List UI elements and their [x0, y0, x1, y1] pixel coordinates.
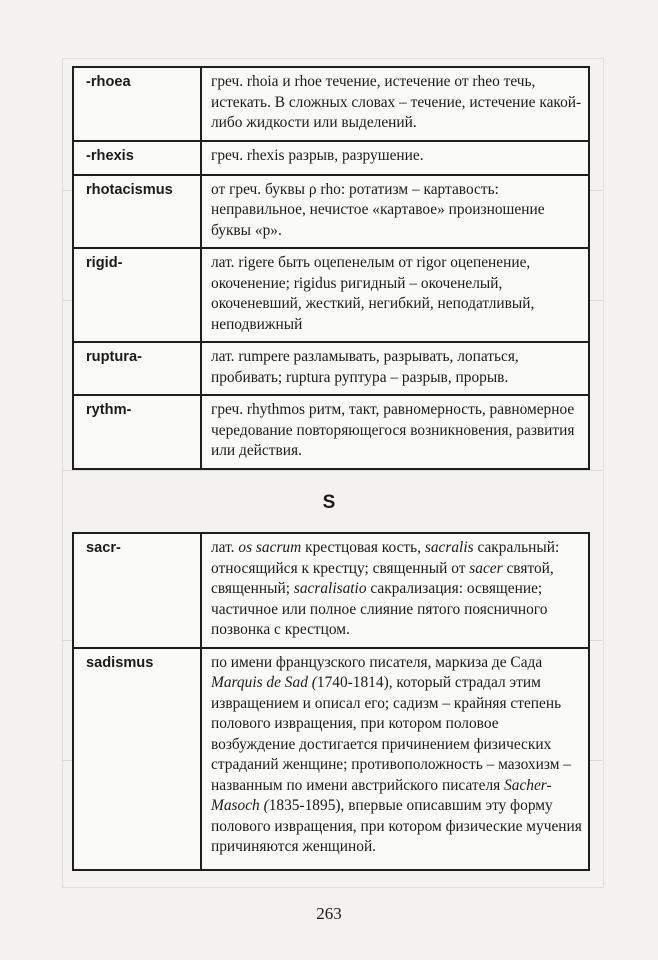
- entry-definition: греч. rhythmos ритм, такт, равномерность, равномерное чередование повторяющегося возникновения, развития или действия.: [201, 395, 589, 469]
- dictionary-table-r: [72, 66, 590, 470]
- entry-definition: греч. rhexis разрыв, разрушение.: [201, 141, 589, 175]
- table-row: [73, 248, 589, 342]
- entry-definition: по имени французского писателя, маркиза де Сада Marquis de Sad (1740-1814), который страдал этим извращением и описал его; садизм – крайняя степень полового извращения, при котором половое возбуждение достигается причинением физических страданий женщине; противоположность – мазохизм – названным по имени австрийского писателя Sacher-Masoch (1835-1895), впервые описавшим эту форму полового извращения, при котором физические мучения причиняются женщиной.: [201, 648, 589, 870]
- entry-term: sacr-: [73, 533, 201, 648]
- table-row: [73, 67, 589, 141]
- entry-term: ruptura-: [73, 342, 201, 395]
- entry-term: rigid-: [73, 248, 201, 342]
- entry-definition: греч. rhoia и rhoe течение, истечение от rheo течь, истекать. В сложных словах – течение, истечение какой-либо жидкости или выделений.: [201, 67, 589, 141]
- entry-definition: лат. os sacrum крестцовая кость, sacralis сакральный: относящийся к крестцу; священный от sacer святой, священный; sacralisatio сакрализация: освящение; частичное или полное слияние пятого поясничного позвонка с крестцом.: [201, 533, 589, 648]
- table-row: [73, 342, 589, 395]
- entry-definition: лат. rigere быть оцепенелым от rigor оцепенение, окоченение; rigidus ригидный – окоченелый, окоченевший, жесткий, негибкий, неподатливый, неподвижный: [201, 248, 589, 342]
- entry-term: rythm-: [73, 395, 201, 469]
- table-row: [73, 175, 589, 249]
- entry-term: -rhoea: [73, 67, 201, 141]
- entry-definition: от греч. буквы ρ rho: ротатизм – картавость: неправильное, нечистое «картавое» произношение буквы «р».: [201, 175, 589, 249]
- table-row: [73, 395, 589, 469]
- table-row: [73, 141, 589, 175]
- section-letter: S: [322, 492, 336, 513]
- entry-definition: лат. rumpere разламывать, разрывать, лопаться, пробивать; ruptura руптура – разрыв, прорыв.: [201, 342, 589, 395]
- entry-term: rhotacismus: [73, 175, 201, 249]
- table-row: [73, 648, 589, 870]
- entry-term: sadismus: [73, 648, 201, 870]
- table-row: [73, 533, 589, 648]
- entry-term: -rhexis: [73, 141, 201, 175]
- page-number: 263: [316, 904, 342, 923]
- dictionary-table-s: [72, 532, 590, 871]
